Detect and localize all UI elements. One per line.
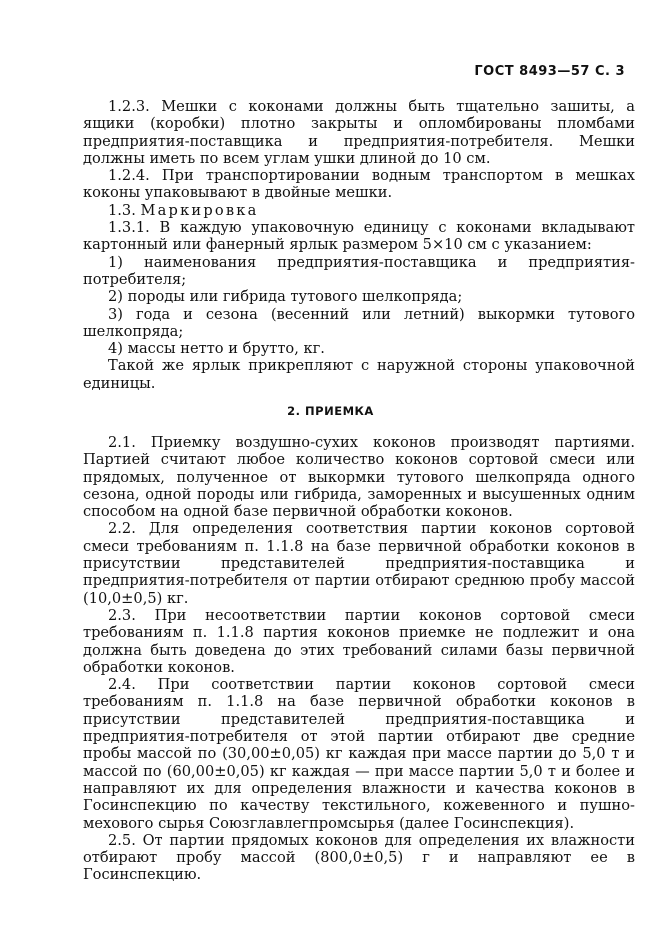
- section-1-body: [83, 98, 635, 392]
- paragraph-2-4: 2.4. При соответствии партии коконов сортовой смеси требованиям п. 1.1.8 на базе первичной обработки коконов в присутствии представителей предприятия-поставщика и предприятия-потребителя от этой партии отбирают две средние пробы массой по (30,00±0,05) кг каждая при массе партии до 5,0 т и массой по (60,00±0,05) кг каждая — при массе партии 5,0 т и более и направляют их для определения влажности и качества коконов в Госинспекцию по качеству текстильного, кожевенного и пушно-мехового сырья Союзглавлегпромсырья (далее Госинспекция).: [83, 676, 635, 832]
- section-2-body: [83, 434, 635, 884]
- paragraph-2-3: 2.3. При несоответствии партии коконов сортовой смеси требованиям п. 1.1.8 партия коконов приемке не подлежит и она должна быть доведена до этих требований силами базы первичной обработки коконов.: [83, 606, 635, 676]
- running-header: ГОСТ 8493—57 С. 3: [474, 64, 625, 79]
- paragraph-2-2: 2.2. Для определения соответствия партии коконов сортовой смеси требованиям п. 1.1.8 на базе первичной обработки коконов в присутствии представителей предприятия-поставщика и предприятия-потребителя от партии отбирают среднюю пробу массой (10,0±0,5) кг.: [83, 520, 635, 607]
- list-item-1: 1) наименования предприятия-поставщика и предприятия-потребителя;: [83, 253, 635, 288]
- paragraph-1-2-4: 1.2.4. При транспортировании водным транспортом в мешках коконы упаковывают в двойные мешки.: [83, 167, 635, 202]
- list-item-3: 3) года и сезона (весенний или летний) выкормки тутового шелкопряда;: [83, 305, 635, 340]
- paragraph-2-1: 2.1. Приемку воздушно-сухих коконов производят партиями. Партией считают любое количество коконов сортовой смеси или прядомых, полученное от выкормки тутового шелкопряда одного сезона, одной породы или гибрида, заморенных и высушенных одним способом на одной базе первичной обработки коконов.: [83, 434, 635, 521]
- subsection-heading-1-3: [83, 202, 635, 219]
- paragraph-1-2-3: 1.2.3. Мешки с коконами должны быть тщательно зашиты, а ящики (коробки) плотно закрыты и опломбированы пломбами предприятия-поставщика и предприятия-потребителя. Мешки должны иметь по всем углам ушки длиной до 10 см.: [83, 98, 635, 167]
- paragraph-2-5: 2.5. От партии прядомых коконов для определения их влажности отбирают пробу массой (800,0±0,5) г и направляют ее в Госинспекцию.: [83, 831, 635, 884]
- paragraph-label-outside: Такой же ярлык прикрепляют с наружной стороны упаковочной единицы.: [83, 357, 635, 392]
- list-item-2: 2) породы или гибрида тутового шелкопряда;: [108, 288, 463, 306]
- list-item-4: 4) массы нетто и брутто, кг.: [108, 340, 325, 358]
- subsection-number: 1.3.: [108, 201, 136, 219]
- section-2-title: 2. ПРИЕМКА: [287, 404, 374, 418]
- paragraph-1-3-1: 1.3.1. В каждую упаковочную единицу с коконами вкладывают картонный или фанерный ярлык размером 5×10 см с указанием:: [83, 219, 635, 254]
- subsection-title: Маркировка: [140, 201, 259, 219]
